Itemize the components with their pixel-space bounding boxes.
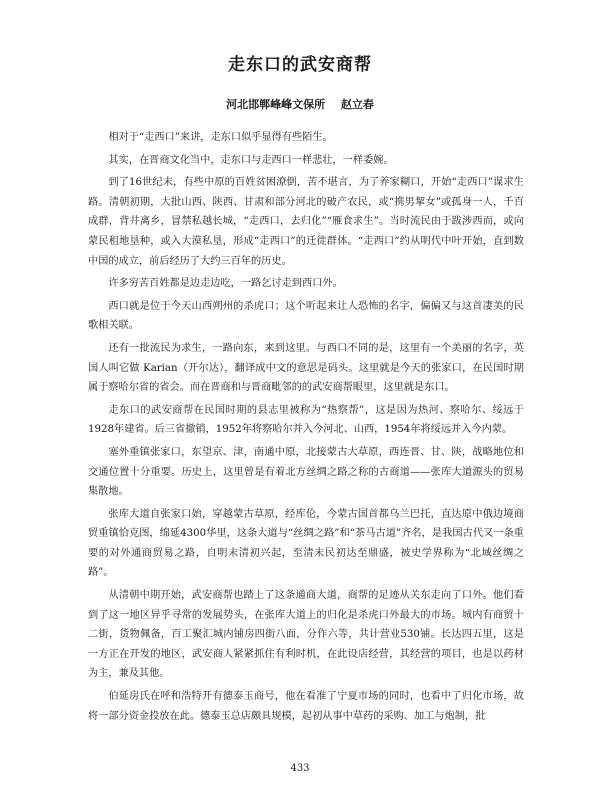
paragraph: 西口就是位于今天山西朔州的杀虎口；这个听起来让人恐怖的名字，偏偏又与这首凄美的民歌相关联。 <box>88 300 524 332</box>
author-name: 赵立春 <box>340 98 374 111</box>
article-title: 走东口的武安商帮 <box>228 55 372 75</box>
paragraph: 从清朝中期开始，武安商帮也踏上了这条通商大道，商帮的足迹从关东走向了口外。他们看到了这一地区异乎寻常的发展势头，在张库大道上的归化是杀虎口外最大的市场。城内有商贸十二街，货物佩备，百工聚汇城内铺房四街八面，分作六等，共计营业530铺。长达四五里，这是一方正在开发的地区，武安商人紧紧抓住有利时机，在此设店经营，其经营的项目，也是以药材为主，兼及其他。 <box>88 590 524 680</box>
paragraph: 伯延房氏在呼和浩特开有德泰玉商号，他在看准了宁夏市场的同时，也看中了归化市场，故将一部分资金投放在此。德泰玉总店颇具规模，起初从事中草药的采购、加工与炮制，批 <box>88 691 524 722</box>
paragraph: 走东口的武安商帮在民国时期的县志里被称为“热察帮”，这是因为热河、察哈尔、绥远于1928年建省。后三省撤销，1952年将察哈尔并入今河北、山西，1954年将绥远并入今内蒙。 <box>88 404 524 436</box>
byline <box>0 96 600 112</box>
paragraph: 张库大道自张家口始，穿越蒙古草原，经库伦，今蒙古国首都乌兰巴托，直达原中俄边境商贸重镇恰克图，绵延4300华里，这条大道与“丝绸之路”和“茶马古道”齐名，是我国古代又一条重要的对外通商贸易之路，自明末清初兴起，至清末民初达至鼎盛，被史学界称为“北域丝绸之路”。 <box>88 508 524 579</box>
paragraph: 到了16世纪末，有些中原的百姓贫困潦倒，苦不堪言，为了养家糊口，开始“走西口”谋求生路。清朝初期，大批山西、陕西、甘肃和部分河北的破产农民，或“携男挈女”或孤身一人，千百成群，背井离乡，冒禁私越长城，“走西口，去归化”“雁食求生”。当时流民由于跋涉西而，或向蒙民租地垦种，或入大漠私垦，形成“走西口”的迁徙群体。“走西口”约从明代中叶开始，直到数中国的成立，前后经历了大约三百年的历史。 <box>88 177 524 267</box>
paragraph: 还有一批流民为求生，一路向东，来到这里。与西口不同的是，这里有一个美丽的名字，英国人叫它做 Karian（开尔达），翻译成中文的意思是码头。这里就是今天的张家口，在民国时期属于察哈尔省的省会。而在晋商和与晋商毗邻的的武安商帮眼里，这里就是东口。 <box>88 342 524 394</box>
author-organization: 河北邯郸峰峰文保所 <box>226 98 326 111</box>
article-body <box>88 128 524 729</box>
paragraph: 其实，在晋商文化当中，走东口与走西口一样悲壮，一样委婉。 <box>108 154 394 166</box>
paragraph: 塞外重镇张家口，东望京、津，南通中原，北接蒙古大草原，西连晋、甘、陕，战略地位和交通位置十分重要。历史上，这里曾是有着北方丝绸之路之称的古商道——张库大道源头的贸易集散地。 <box>88 446 524 498</box>
paragraph: 相对于“走西口”来讲，走东口似乎显得有些陌生。 <box>108 132 333 143</box>
page-number: 433 <box>290 763 310 774</box>
paragraph: 许多穷苦百姓都是边走边吃，一路乞讨走到西口外。 <box>108 278 343 290</box>
